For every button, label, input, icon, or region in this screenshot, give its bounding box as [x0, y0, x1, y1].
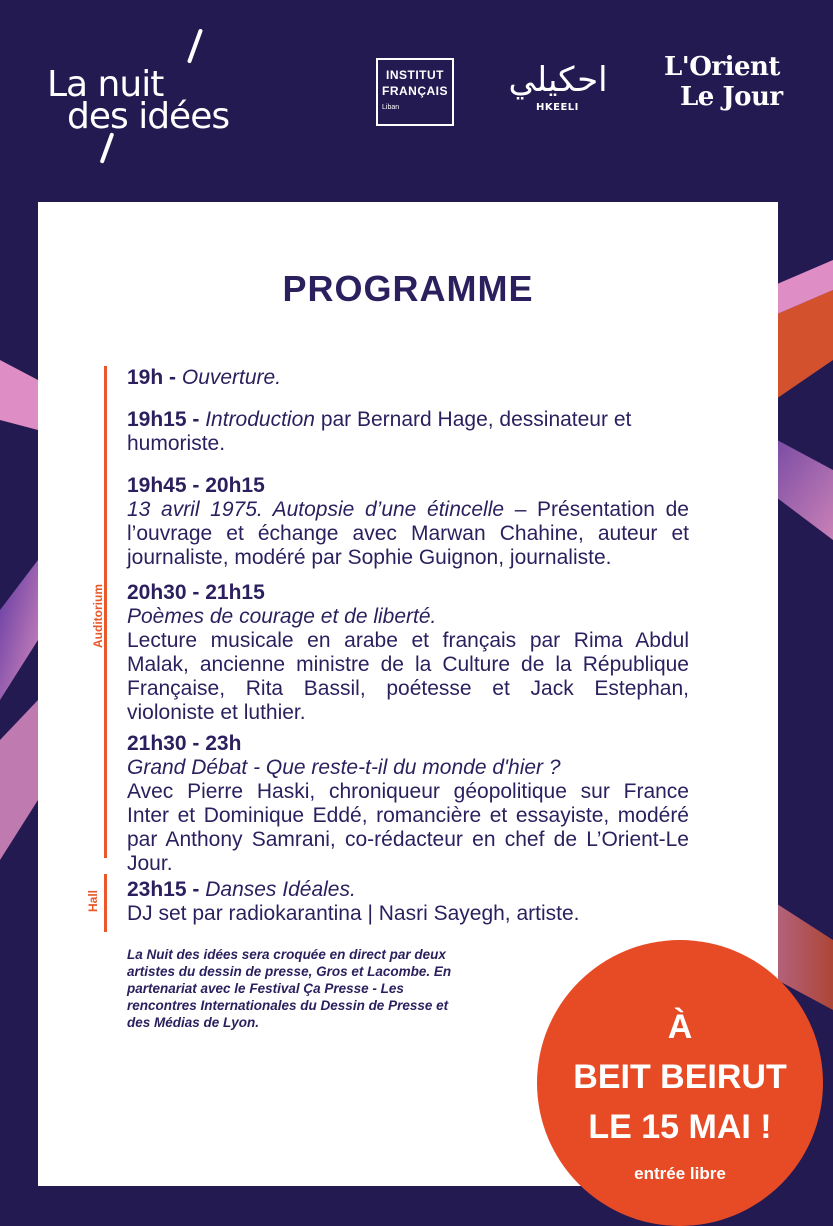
schedule-item [127, 581, 689, 725]
olj-line-2: Le Jour [680, 82, 783, 112]
item-text: DJ set par radiokarantina | Nasri Sayegh, artiste. [127, 902, 580, 925]
item-time: 19h15 - [127, 408, 200, 431]
hkeeli-arabic: احكيلي [508, 60, 608, 100]
badge-line-1: À [667, 1008, 693, 1046]
credits-note: La Nuit des idées sera croquée en direct par deux artistes du dessin de presse, Gros et Lacombe. En partenariat avec le Festival Ça Presse - Les rencontres Internationales du Dessin de Presse et des Médias de Lyon. [127, 947, 452, 1030]
item-subtitle: 13 avril 1975. Autopsie d’une étincelle [127, 498, 505, 521]
item-text: par Bernard Hage, dessinateur et humoriste. [127, 408, 632, 455]
logo-line-1: La nuit [47, 64, 164, 105]
item-subtitle: Grand Débat - Que reste-t-il du monde d'hier ? [127, 756, 561, 779]
item-subtitle: Poèmes de courage et de liberté. [127, 605, 437, 628]
hall-label: Hall [86, 890, 100, 913]
institut-line-1: INSTITUT [386, 68, 444, 82]
hall-divider [104, 874, 107, 932]
schedule-item [127, 474, 689, 570]
auditorium-label: Auditorium [91, 584, 105, 648]
institut-line-3: Liban [382, 104, 400, 111]
item-subtitle: Danses Idéales. [205, 878, 356, 901]
streak-pink-left-2 [0, 700, 38, 860]
hkeeli-logo [498, 60, 618, 120]
schedule-item [127, 878, 689, 926]
item-time: 21h30 - 23h [127, 732, 242, 755]
nuit-des-idees-logo [45, 28, 235, 168]
badge-line-2: BEIT BEIRUT [573, 1058, 787, 1096]
olj-line-1: L'Orient [664, 52, 780, 82]
hkeeli-latin: HKEELI [536, 102, 579, 113]
programme-title: PROGRAMME [282, 268, 534, 309]
institut-francais-logo [376, 58, 454, 126]
item-subtitle: Ouverture. [181, 366, 282, 389]
streak-pink-left [0, 360, 38, 430]
item-text: Avec Pierre Haski, chroniqueur géopolitique sur France Inter et Dominique Eddé, romancière et essayiste, modéré par Anthony Samrani, co-rédacteur en chef de L’Orient-Le Jour. [127, 780, 689, 875]
item-time: 20h30 - 21h15 [127, 581, 265, 604]
institut-line-2: FRANÇAIS [382, 84, 448, 98]
item-text: – Présentation de l’ouvrage et échange avec Marwan Chahine, auteur et journaliste, modéré par Sophie Guignon, journaliste. [127, 498, 689, 569]
schedule-item [127, 366, 689, 390]
item-subtitle: Introduction [205, 408, 315, 431]
event-badge [537, 940, 823, 1226]
item-time: 19h - [127, 366, 177, 389]
schedule-item [127, 408, 689, 456]
streak-purple-left [0, 560, 38, 700]
schedule-item [127, 732, 689, 876]
item-time: 19h45 - 20h15 [127, 474, 265, 497]
badge-line-3: LE 15 MAI ! [588, 1108, 772, 1146]
badge-line-4: entrée libre [634, 1164, 726, 1183]
logo-slash-top [187, 28, 203, 63]
item-text: Lecture musicale en arabe et français par Rima Abdul Malak, ancienne ministre de la Culture de la République Française, Rita Bassil, poétesse et Jack Estephan, violoniste et luthier. [127, 629, 689, 724]
item-time: 23h15 - [127, 878, 200, 901]
logo-line-2: des idées [67, 96, 230, 137]
